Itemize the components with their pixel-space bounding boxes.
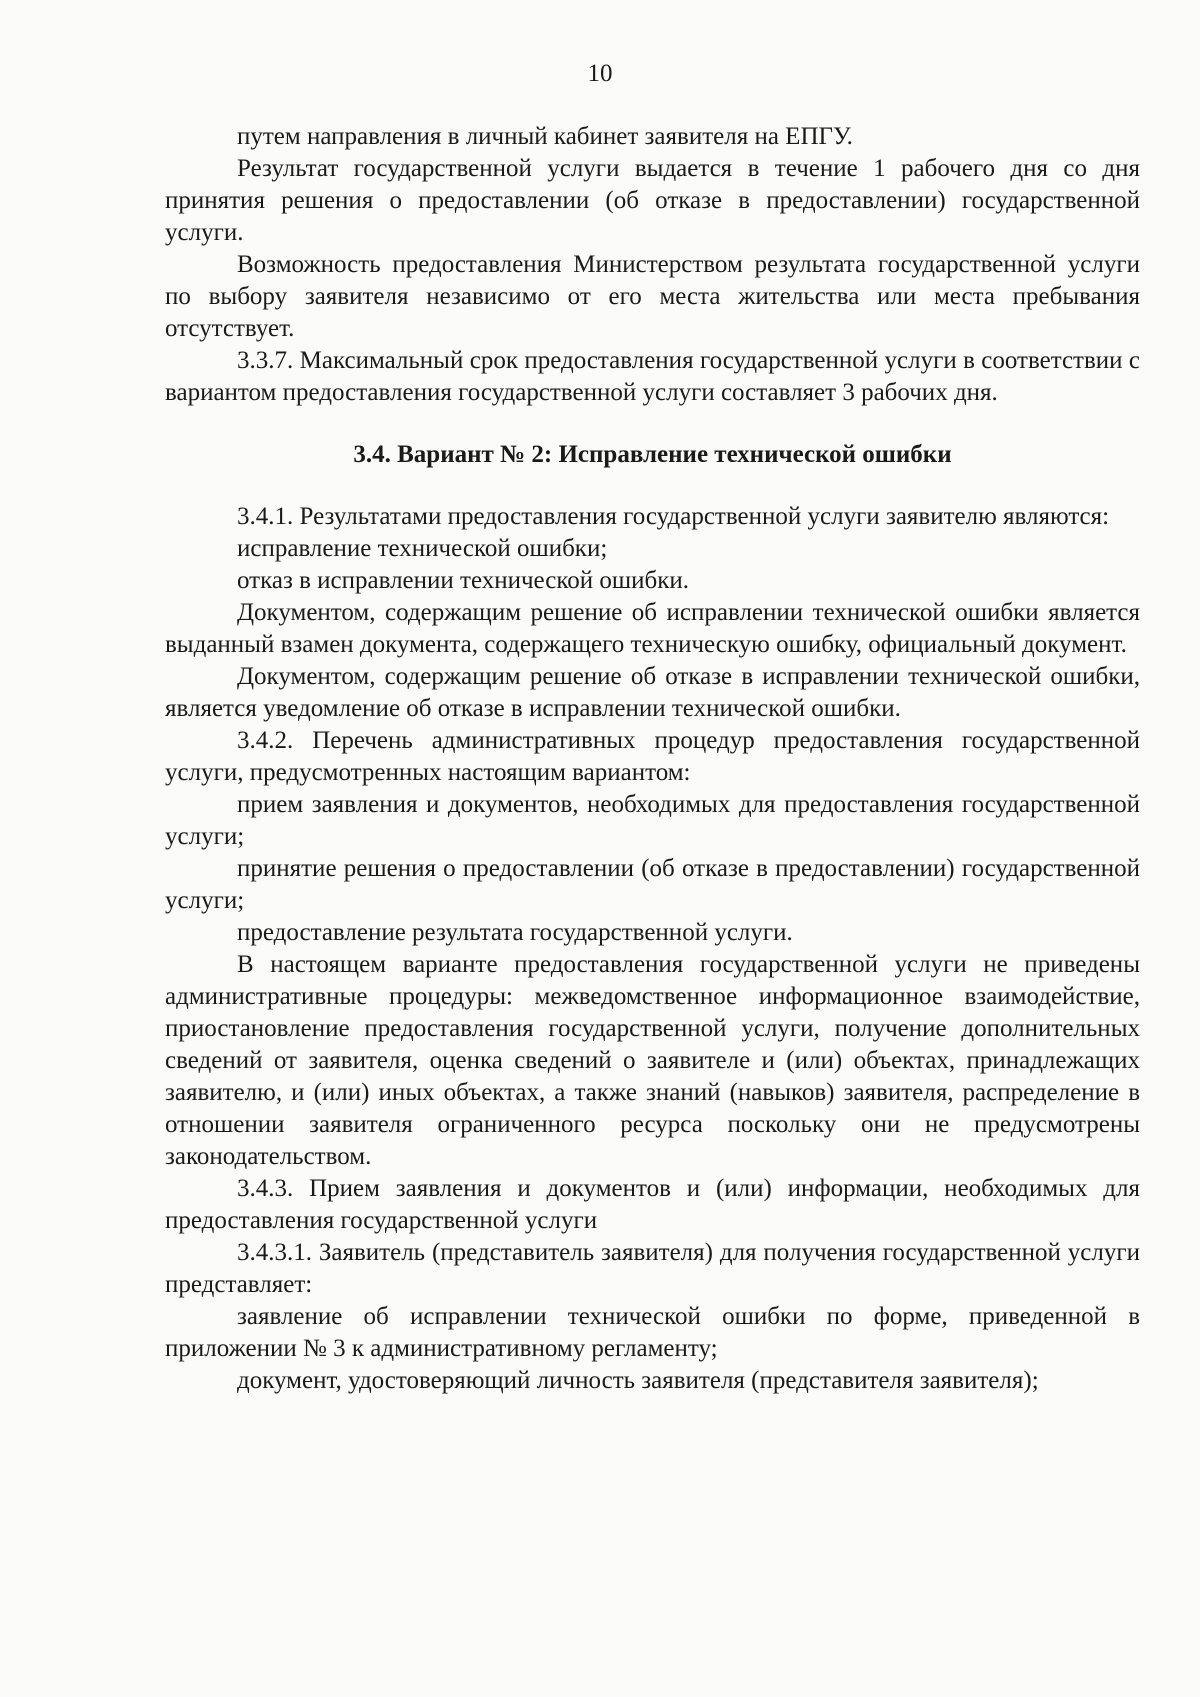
- section-heading: 3.4. Вариант № 2: Исправление технической ошибки: [353, 441, 952, 468]
- paragraph: принятие решения о предоставлении (об отказе в предоставлении) государственной услуги;: [165, 855, 1140, 914]
- paragraph: Возможность предоставления Министерством результата государственной услуги по выбору заявителя независимо от его места жительства или места пребывания отсутствует.: [165, 251, 1140, 342]
- paragraph: прием заявления и документов, необходимых для предоставления государственной услуги;: [165, 791, 1140, 850]
- paragraph: Документом, содержащим решение об отказе в исправлении технической ошибки, является уведомление об отказе в исправлении технической ошибки.: [165, 663, 1140, 722]
- paragraph: 3.3.7. Максимальный срок предоставления государственной услуги в соответствии с вариантом предоставления государственной услуги составляет 3 рабочих дня.: [165, 347, 1140, 406]
- paragraph: путем направления в личный кабинет заявителя на ЕПГУ.: [237, 123, 853, 150]
- paragraph: Документом, содержащим решение об исправлении технической ошибки является выданный взамен документа, содержащего техническую ошибку, официальный документ.: [165, 599, 1140, 658]
- paragraph: В настоящем варианте предоставления государственной услуги не приведены административные процедуры: межведомственное информационное взаимодействие, приостановление предоставления государственной услуги, получение дополнительных сведений от заявителя, оценка сведений о заявителе и (или) объектах, принадлежащих заявителю, и (или) иных объектах, а также знаний (навыков) заявителя, распределение в отношении заявителя ограниченного ресурса поскольку они не предусмотрены законодательством.: [165, 951, 1140, 1170]
- document-body: [165, 121, 1140, 1397]
- paragraph: 3.4.3. Прием заявления и документов и (или) информации, необходимых для предоставления государственной услуги: [165, 1175, 1140, 1234]
- paragraph: Результат государственной услуги выдается в течение 1 рабочего дня со дня принятия решения о предоставлении (об отказе в предоставлении) государственной услуги.: [165, 155, 1140, 246]
- paragraph: 3.4.1. Результатами предоставления государственной услуги заявителю являются:: [237, 503, 1110, 530]
- paragraph: 3.4.2. Перечень административных процедур предоставления государственной услуги, предусмотренных настоящим вариантом:: [165, 727, 1140, 786]
- paragraph: документ, удостоверяющий личность заявителя (представителя заявителя);: [237, 1367, 1039, 1394]
- paragraph: отказ в исправлении технической ошибки.: [237, 567, 689, 594]
- page-number: 10: [587, 60, 613, 87]
- paragraph: заявление об исправлении технической ошибки по форме, приведенной в приложении № 3 к административному регламенту;: [165, 1303, 1140, 1362]
- paragraph: 3.4.3.1. Заявитель (представитель заявителя) для получения государственной услуги представляет:: [165, 1239, 1140, 1298]
- paragraph: предоставление результата государственной услуги.: [237, 919, 793, 946]
- paragraph: исправление технической ошибки;: [237, 535, 608, 562]
